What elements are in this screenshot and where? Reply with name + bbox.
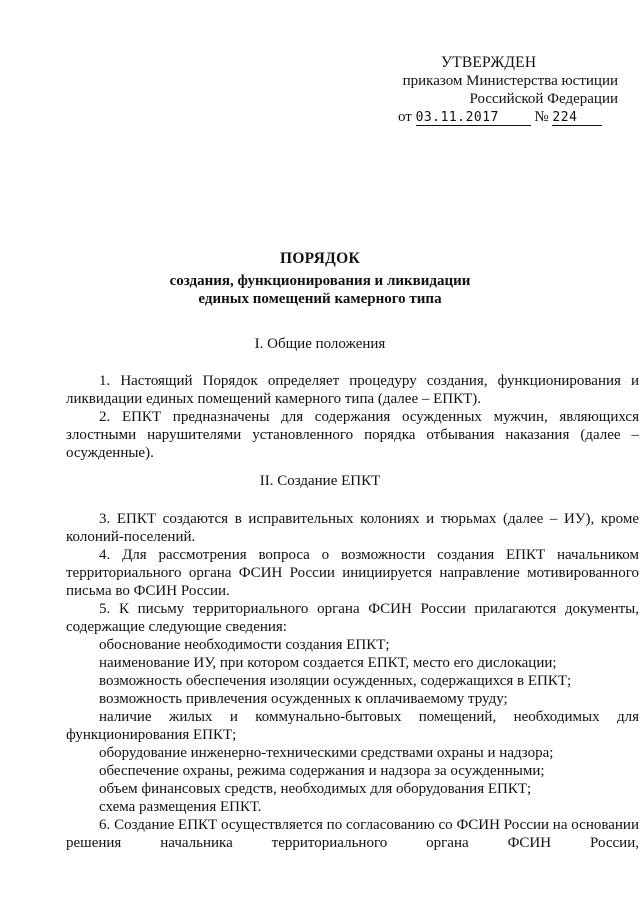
number-value: 224 bbox=[552, 110, 578, 125]
section-heading-1: I. Общие положения bbox=[254, 336, 386, 352]
paragraph-3: 3. ЕПКТ создаются в исправительных колониях и тюрьмах (далее – ИУ), кроме колоний-поселений. bbox=[66, 511, 639, 545]
date-prefix: от bbox=[398, 109, 412, 125]
list-item: обеспечение охраны, режима содержания и надзора за осужденными; bbox=[99, 763, 545, 779]
approval-stamp bbox=[398, 54, 618, 126]
section-heading-2: II. Создание ЕПКТ bbox=[259, 473, 381, 489]
date-field bbox=[416, 110, 531, 126]
section-1-body bbox=[66, 372, 639, 462]
paragraph-1: 1. Настоящий Порядок определяет процедуру создания, функционирования и ликвидации единых помещений камерного типа (далее – ЕПКТ). bbox=[66, 373, 639, 407]
approval-date-number bbox=[398, 108, 618, 126]
paragraph-4: 4. Для рассмотрения вопроса о возможности создания ЕПКТ начальником территориального органа ФСИН России инициируется направление мотивированного письма во ФСИН России. bbox=[66, 547, 639, 599]
list-item: наименование ИУ, при котором создается ЕПКТ, место его дислокации; bbox=[99, 655, 557, 671]
number-prefix: № bbox=[534, 109, 549, 125]
approval-heading: УТВЕРЖДЕН bbox=[441, 54, 537, 71]
approval-line-2: Российской Федерации bbox=[469, 91, 618, 107]
list-item: объем финансовых средств, необходимых для оборудования ЕПКТ; bbox=[99, 781, 532, 797]
list-item: оборудование инженерно-техническими средствами охраны и надзора; bbox=[99, 745, 554, 761]
paragraph-6: 6. Создание ЕПКТ осуществляется по согласованию со ФСИН России на основании решения начальника территориального органа ФСИН России, bbox=[66, 817, 639, 851]
section-2-body bbox=[66, 510, 639, 852]
date-value: 03.11.2017 bbox=[415, 110, 499, 125]
list-item: возможность привлечения осужденных к оплачиваемому труду; bbox=[99, 691, 508, 707]
title-line-1: ПОРЯДОК bbox=[279, 250, 361, 267]
title-line-2: создания, функционирования и ликвидации bbox=[169, 273, 471, 289]
paragraph-2: 2. ЕПКТ предназначены для содержания осужденных мужчин, являющихся злостными нарушителями установленного порядка отбывания наказания (далее – осужденные). bbox=[66, 409, 639, 461]
document-title bbox=[0, 250, 640, 308]
paragraph-5: 5. К письму территориального органа ФСИН России прилагаются документы, содержащие следующие сведения: bbox=[66, 601, 639, 635]
approval-line-1: приказом Министерства юстиции bbox=[402, 73, 618, 89]
number-field bbox=[552, 110, 602, 126]
title-line-3: единых помещений камерного типа bbox=[198, 291, 442, 307]
list-item: наличие жилых и коммунально-бытовых помещений, необходимых для функционирования ЕПКТ; bbox=[66, 709, 639, 743]
list-item: возможность обеспечения изоляции осужденных, содержащихся в ЕПКТ; bbox=[99, 673, 572, 689]
list-item: схема размещения ЕПКТ. bbox=[99, 799, 262, 815]
list-item: обоснование необходимости создания ЕПКТ; bbox=[99, 637, 390, 653]
